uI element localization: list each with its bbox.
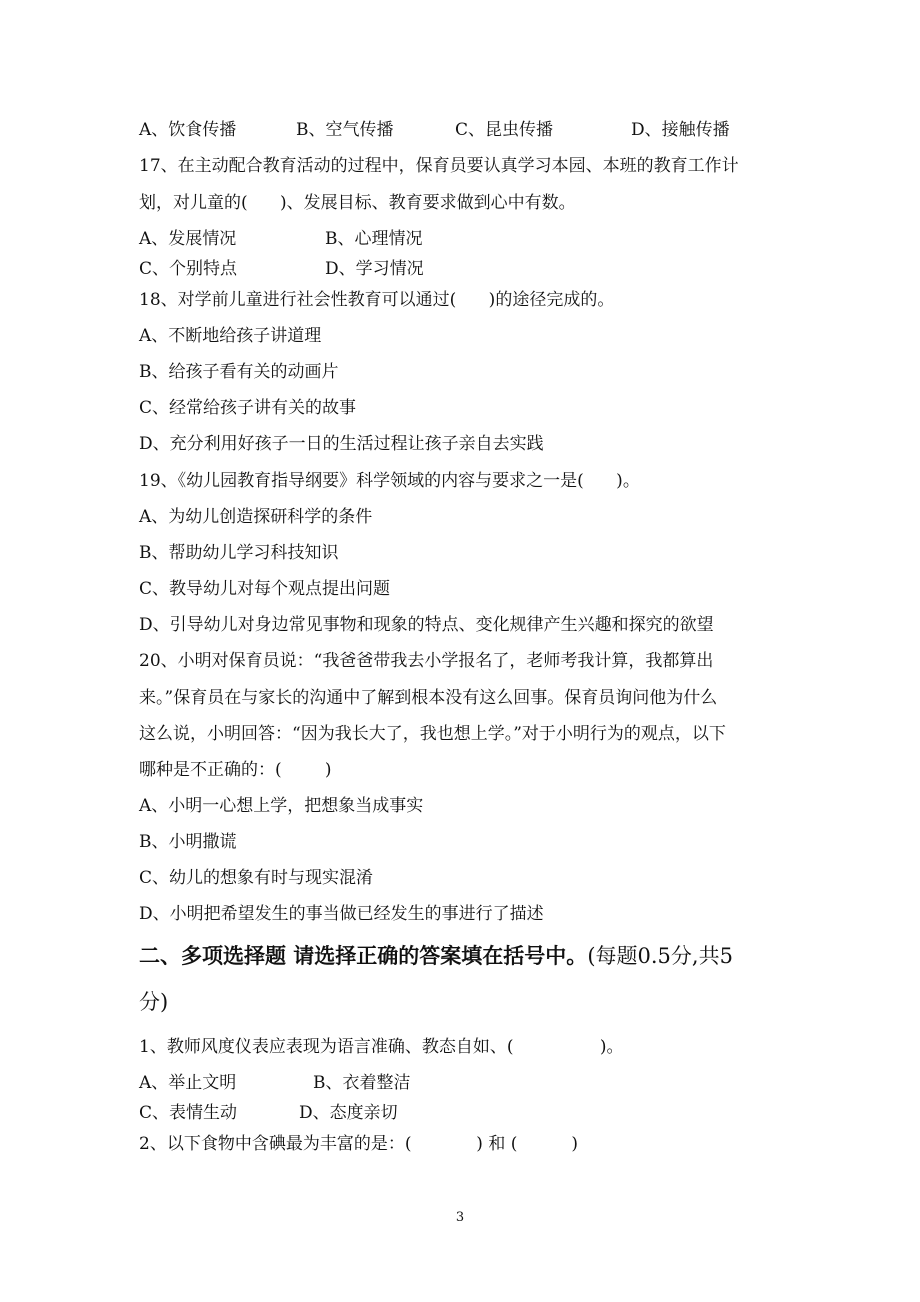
m1-stem: 1、教师风度仪表应表现为语言准确、教态自如、( )。 [139, 1037, 624, 1057]
m1-option-c: C、表情生动 [139, 1103, 238, 1123]
m1-option-a: A、举止文明 [139, 1073, 237, 1093]
q18-option-c: C、经常给孩子讲有关的故事 [139, 398, 357, 418]
q17-option-a: A、发展情况 [139, 229, 237, 249]
q16-option-a: A、饮食传播 [139, 120, 237, 140]
q18-option-a: A、不断地给孩子讲道理 [139, 326, 322, 346]
q19-option-a: A、为幼儿创造探研科学的条件 [139, 507, 373, 527]
q18-stem: 18、对学前儿童进行社会性教育可以通过( )的途径完成的。 [139, 290, 615, 310]
q17-stem-line-2: 划，对儿童的( )、发展目标、教育要求做到心中有数。 [139, 193, 576, 213]
q17-option-c: C、个别特点 [139, 259, 238, 279]
q19-option-c: C、教导幼儿对每个观点提出问题 [139, 579, 391, 599]
q19-option-d: D、引导幼儿对身边常见事物和现象的特点、变化规律产生兴趣和探究的欲望 [139, 615, 714, 635]
m1-option-d: D、态度亲切 [299, 1103, 398, 1123]
page-number: 3 [455, 1210, 465, 1225]
q20-stem-line-2: 来。”保育员在与家长的沟通中了解到根本没有这么回事。保育员询问他为什么 [139, 688, 718, 708]
m1-option-b: B、衣着整洁 [313, 1073, 411, 1093]
q16-option-d: D、接触传播 [631, 120, 730, 140]
q18-option-b: B、给孩子看有关的动画片 [139, 362, 339, 382]
q16-option-b: B、空气传播 [296, 120, 394, 140]
m2-stem: 2、以下食物中含碘最为丰富的是：( ) 和 ( ) [139, 1134, 579, 1154]
q20-option-b: B、小明撒谎 [139, 832, 237, 852]
q17-stem-line-1: 17、在主动配合教育活动的过程中，保育员要认真学习本园、本班的教育工作计 [139, 156, 739, 176]
q20-option-a: A、小明一心想上学，把想象当成事实 [139, 796, 424, 816]
q17-option-d: D、学习情况 [325, 259, 424, 279]
q16-option-c: C、昆虫传播 [455, 120, 554, 140]
q20-stem-line-1: 20、小明对保育员说：“我爸爸带我去小学报名了，老师考我计算，我都算出 [139, 651, 714, 671]
section-2-heading [139, 944, 733, 968]
q18-option-d: D、充分利用好孩子一日的生活过程让孩子亲自去实践 [139, 434, 544, 454]
q19-stem: 19、《幼儿园教育指导纲要》科学领域的内容与要求之一是( )。 [139, 471, 640, 491]
section-2-heading-line-2: 分) [139, 990, 169, 1014]
q20-option-d: D、小明把希望发生的事当做已经发生的事进行了描述 [139, 904, 544, 924]
q20-stem-line-4: 哪种是不正确的：( ) [139, 760, 332, 780]
q20-stem-line-3: 这么说，小明回答：“因为我长大了，我也想上学。”对于小明行为的观点，以下 [139, 724, 726, 744]
q19-option-b: B、帮助幼儿学习科技知识 [139, 543, 339, 563]
q17-option-b: B、心理情况 [325, 229, 423, 249]
section-2-title: 二、多项选择题 请选择正确的答案填在括号中。 [139, 943, 588, 968]
section-2-scoring: (每题0.5分,共5 [587, 944, 733, 968]
q20-option-c: C、幼儿的想象有时与现实混淆 [139, 868, 374, 888]
